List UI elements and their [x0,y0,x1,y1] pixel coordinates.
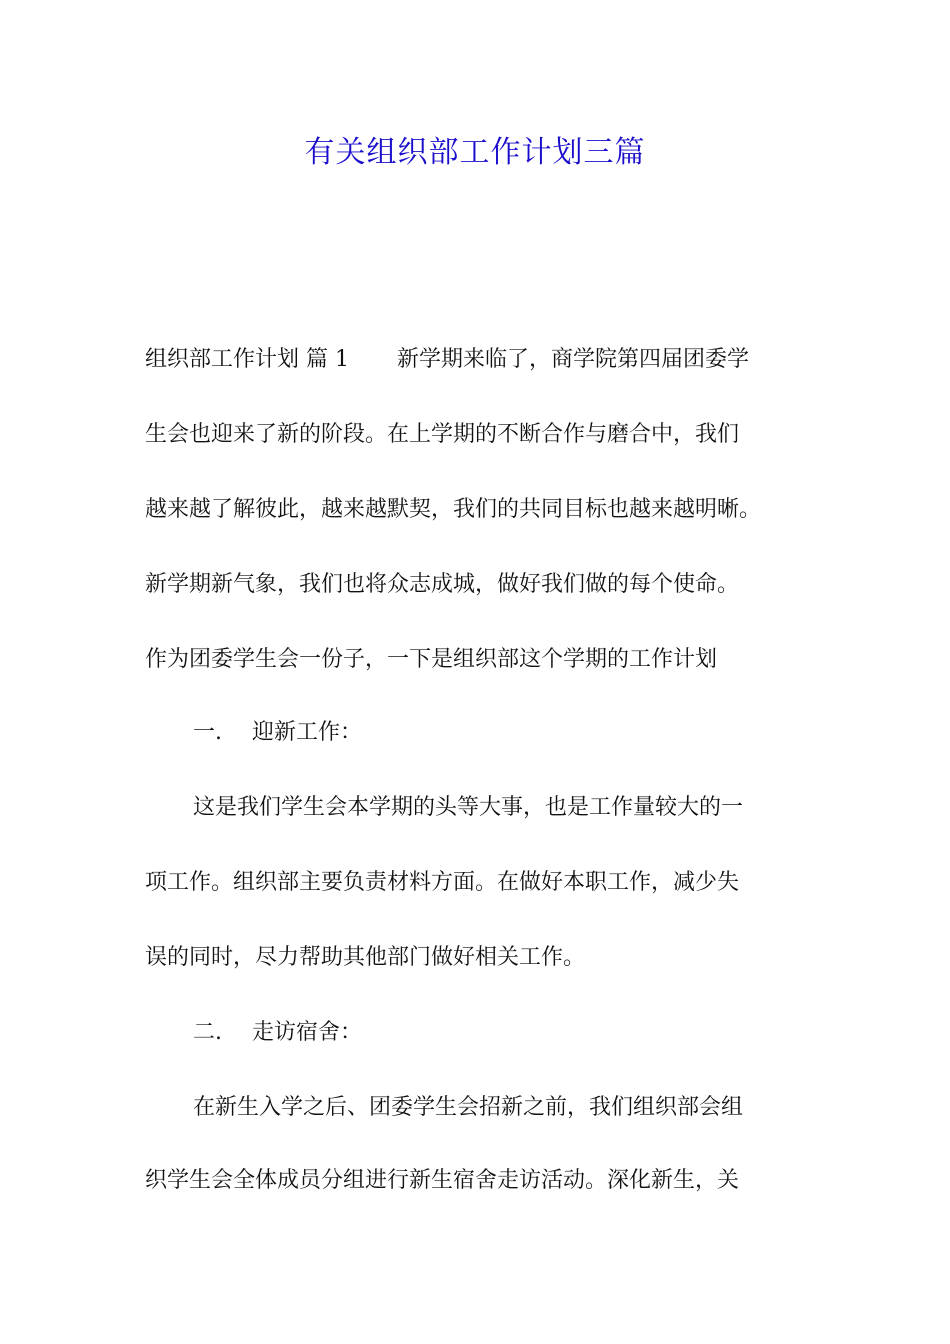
section-heading [193,718,893,748]
paragraph-line: 越来越了解彼此，越来越默契，我们的共同目标也越来越明晰。 [145,497,762,522]
section-number: 一. [193,720,222,745]
paragraph-line: 生会也迎来了新的阶段。在上学期的不断合作与磨合中，我们 [145,422,740,447]
paragraph-line: 项工作。组织部主要负责材料方面。在做好本职工作，减少失 [145,870,740,895]
section-number: 二. [193,1020,222,1045]
paragraph-line: 作为团委学生会一份子，一下是组织部这个学期的工作计划 [145,647,718,672]
document-title: 有关组织部工作计划三篇 [304,135,646,170]
paragraph-line: 织学生会全体成员分组进行新生宿舍走访活动。深化新生，关 [145,1168,740,1193]
line-text: 新学期来临了，商学院第四届团委学 [396,347,749,372]
paragraph-line [145,345,845,375]
paragraph-line: 这是我们学生会本学期的头等大事，也是工作量较大的一 [193,795,744,820]
paragraph-line: 误的同时，尽力帮助其他部门做好相关工作。 [145,945,586,970]
section-heading-text: 走访宿舍： [252,1020,363,1045]
paragraph-line: 新学期新气象，我们也将众志成城，做好我们做的每个使命。 [145,572,740,597]
section-label: 组织部工作计划 篇 1 [145,347,349,372]
section-heading [193,1018,893,1048]
paragraph-line: 在新生入学之后、团委学生会招新之前，我们组织部会组 [193,1095,744,1120]
section-heading-text: 迎新工作： [252,720,363,745]
